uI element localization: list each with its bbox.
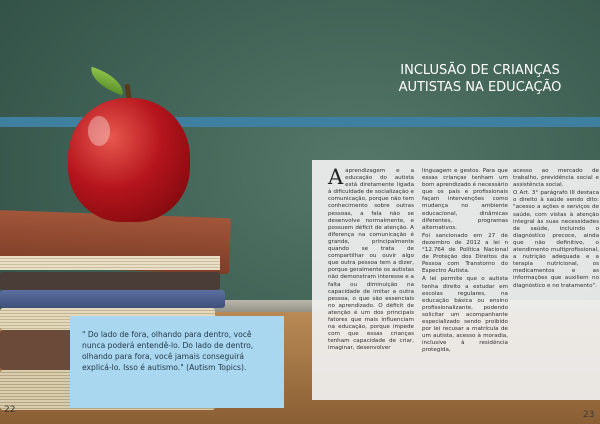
drop-cap: A [328, 165, 344, 189]
book-dark [0, 272, 220, 290]
page-number-right: 23 [583, 410, 595, 420]
paragraph: linguagem e gestos. Para que essas crianças tenham um bom aprendizado é necessário que os pais e profissionais façam intervenções como mudança no ambiente educacional, dinâmicas diferentes, programas alternativos. [422, 168, 508, 231]
paragraph: aprendizagem e a educação do autista está diretamente ligada à dificuldade de socialização e comunicação, porque não tem conhecimento sobre outras pessoas, a fala não se desenvolve normalmente, e possuem déficit de atenção. A diferença na comunicação é grande, principalmente quando se trata de compartilhar ou ouvir algo que outra pessoa tem a dizer, porque geralmente os autistas não demonstram interesse e a falta ou diminuição na capacidade de imitar a outra pessoa, o que são essenciais no aprendizado. O déficit de atenção é um dos principais fatores que mais influenciam na educação, porque impede com que essas crianças tenham capacidade de criar, imaginar, desenvolver [328, 168, 414, 352]
article-column-3 [513, 168, 599, 291]
book-blue [0, 290, 225, 308]
pull-quote: " Do lado de fora, olhando para dentro, você nunca poderá entendê-lo. Do lado de dentro, olhando para fora, você jamais conseguirá explicá-lo. Isso é autismo." (Autism Topics). [82, 330, 254, 372]
article-column-1 [328, 165, 414, 353]
quote-box [70, 316, 284, 408]
paragraph: A lei permite que o autista tenha direito a estudar em escolas regulares, na educação básica ou ensino profissionalizante, podendo solicitar um acompanhante especializado sendo proibido por lei recusar a matrícula de um autista, acesso à moradia, inclusive à residência protegida, [422, 276, 508, 354]
apple-highlight [88, 116, 110, 146]
article-title: INCLUSÃO DE CRIANÇAS AUTISTAS NA EDUCAÇÃO [398, 63, 562, 95]
red-apple [68, 98, 190, 222]
book-pages [0, 256, 220, 270]
paragraph: acesso ao mercado de trabalho, previdência social e assistência social. [513, 168, 599, 189]
article-column-2 [422, 168, 508, 355]
paragraph: O Art. 3° parágrafo III destaca o direito à saúde sendo dito: "acesso a ações e serviços de saúde, com vistas à atenção integral às suas necessidades de saúde, incluindo o diagnóstico precoce, ainda que não definitivo, o atendimento multiprofissional, a nutrição adequada e a terapia nutricional, os medicamentos e as informações que auxiliem no diagnóstico e no tratamento". [513, 190, 599, 289]
paragraph: Foi sancionado em 27 de dezembro de 2012 a lei n °12.764 de Política Nacional de Proteção dos Direitos da Pessoa com Transtorno do Espectro Autista. [422, 232, 508, 275]
page-number-left: 22 [4, 405, 16, 415]
